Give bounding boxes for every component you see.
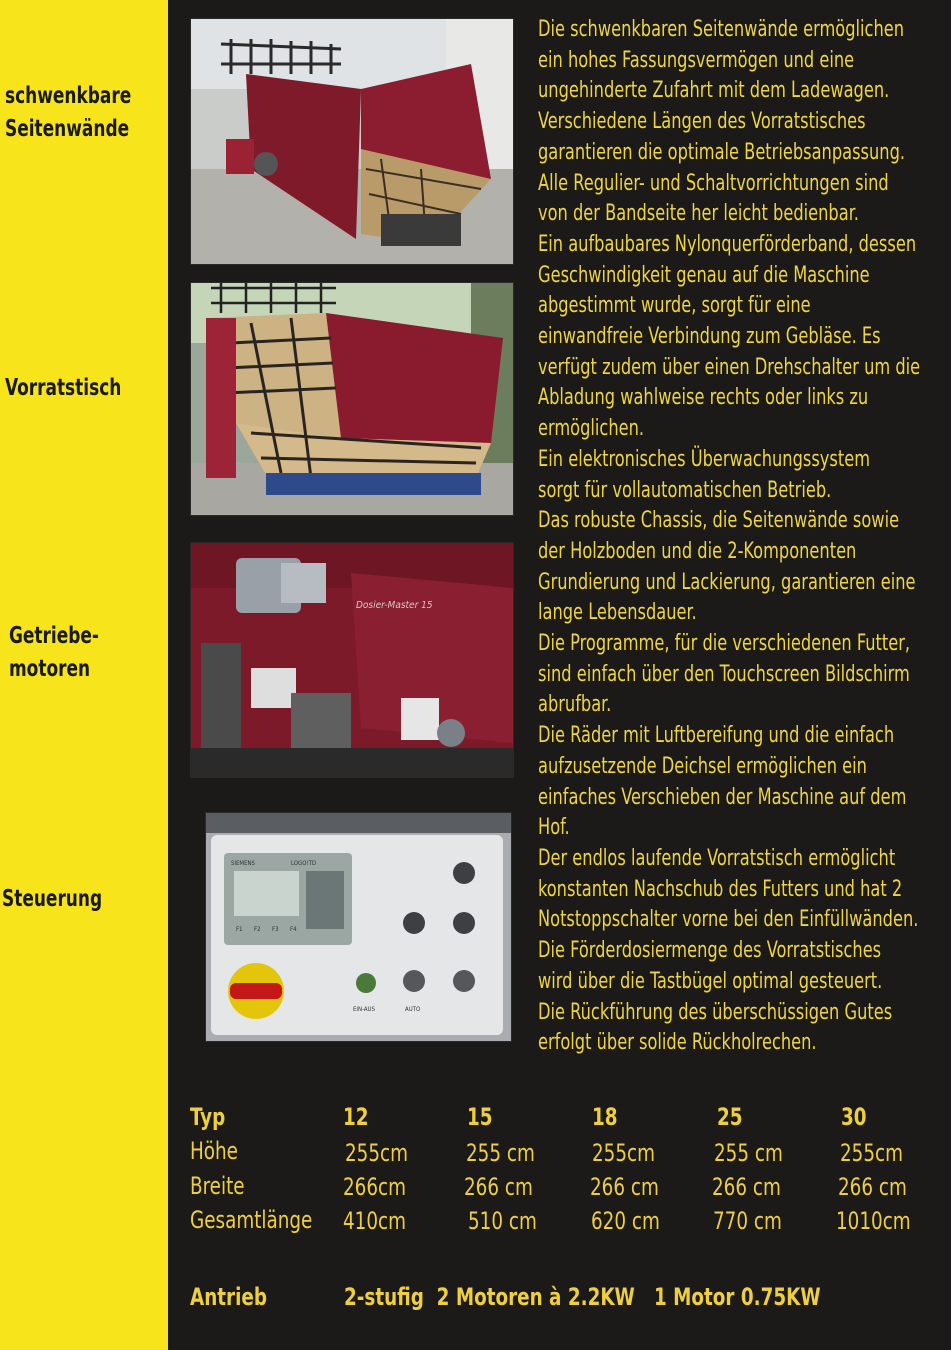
description-line: aufzusetzende Deichsel ermöglichen ein — [538, 753, 867, 779]
sidebar — [0, 0, 168, 1350]
description-line: Das robuste Chassis, die Seitenwände sowie — [538, 508, 900, 534]
panel-brand: SIEMENS — [231, 860, 255, 867]
description-line: Notstoppschalter vorne bei den Einfüllwänden. — [538, 907, 919, 933]
description-line: abrufbar. — [538, 692, 612, 718]
sidebar-label-line: Getriebe- — [9, 623, 99, 649]
spec-type-18: 18 — [592, 1103, 618, 1131]
sidebar-label-line: motoren — [9, 656, 91, 682]
description-line: von der Bandseite her leicht bedienbar. — [538, 201, 859, 227]
spec-cell: 266cm — [343, 1173, 406, 1201]
spec-cell: 255 cm — [714, 1139, 783, 1167]
description-line: ein hohes Fassungsvermögen und eine — [538, 47, 855, 73]
description-line: Ein aufbaubares Nylonquerförderband, dessen — [538, 231, 917, 257]
spec-cell: 1010cm — [836, 1207, 911, 1235]
description-line: einwandfreie Verbindung zum Gebläse. Es — [538, 324, 881, 350]
description-line: Die Rückführung des überschüssigen Gutes — [538, 999, 893, 1025]
machine-label: Dosier-Master 15 — [356, 600, 433, 611]
description-line: sorgt für vollautomatischen Betrieb. — [538, 477, 832, 503]
description-line: Die Förderdosiermenge des Vorratstisches — [538, 938, 882, 964]
button-label-auto: AUTO — [405, 1006, 421, 1013]
description-line: ermöglichen. — [538, 416, 645, 442]
description-line: wird über die Tastbügel optimal gesteuert. — [538, 968, 883, 994]
spec-cell: 266 cm — [464, 1173, 533, 1201]
description-line: Die schwenkbaren Seitenwände ermöglichen — [538, 17, 905, 42]
description-line: Die Räder mit Luftbereifung und die einfach — [538, 723, 895, 749]
description-text — [538, 15, 937, 1059]
photo-seitenwaende — [190, 18, 514, 265]
sidebar-label-line: Vorratstisch — [5, 375, 122, 401]
spec-row-label-hoehe: Höhe — [190, 1137, 238, 1165]
spec-drive-value: 2-stufig 2 Motoren à 2.2KW 1 Motor 0.75KW — [344, 1283, 821, 1311]
spec-type-30: 30 — [841, 1103, 867, 1131]
spec-cell: 255 cm — [466, 1139, 535, 1167]
description-line: konstanten Nachschub des Futters und hat 2 — [538, 876, 903, 902]
description-line: verfügt zudem über einen Drehschalter um die — [538, 354, 921, 380]
fkey-f1: F1 — [236, 926, 243, 933]
description-line: Hof. — [538, 815, 570, 841]
spec-type-12: 12 — [343, 1103, 369, 1131]
spec-drive-label: Antrieb — [190, 1283, 267, 1311]
spec-cell: 620 cm — [591, 1207, 660, 1235]
description-line: ungehinderte Zufahrt mit dem Ladewagen. — [538, 78, 890, 104]
fkey-f3: F3 — [272, 926, 279, 933]
fkey-f2: F2 — [254, 926, 261, 933]
sidebar-label-line: Seitenwände — [5, 116, 130, 142]
description-line: Der endlos laufende Vorratstisch ermöglicht — [538, 845, 896, 871]
spec-header-label: Typ — [190, 1103, 226, 1131]
spec-cell: 410cm — [343, 1207, 406, 1235]
spec-cell: 266 cm — [590, 1173, 659, 1201]
sidebar-label-line: Steuerung — [2, 886, 103, 912]
description-line: der Holzboden und die 2-Komponenten — [538, 538, 857, 564]
spec-cell: 255cm — [345, 1139, 408, 1167]
description-line: erfolgt über solide Rückholrechen. — [538, 1030, 817, 1056]
spec-type-25: 25 — [717, 1103, 743, 1131]
spec-row-label-gesamtlaenge: Gesamtlänge — [190, 1206, 313, 1234]
description-line: Geschwindigkeit genau auf die Maschine — [538, 262, 870, 288]
button-label-ein-aus: EIN-AUS — [353, 1006, 375, 1013]
description-line: einfaches Verschieben der Maschine auf dem — [538, 784, 907, 810]
spec-cell: 770 cm — [713, 1207, 782, 1235]
description-line: Alle Regulier- und Schaltvorrichtungen sind — [538, 170, 889, 196]
description-line: Abladung wahlweise rechts oder links zu — [538, 385, 869, 411]
panel-logo: LOGO!TD — [291, 860, 317, 867]
description-line: garantieren die optimale Betriebsanpassung. — [538, 139, 906, 165]
spec-type-15: 15 — [467, 1103, 493, 1131]
photo-vorratstisch — [190, 282, 514, 516]
description-line: Ein elektronisches Überwachungssystem — [538, 446, 871, 472]
sidebar-label-line: schwenkbare — [5, 83, 132, 109]
sidebar-label-vorratstisch — [5, 372, 121, 405]
spec-cell: 510 cm — [468, 1207, 537, 1235]
spec-cell: 255cm — [840, 1139, 903, 1167]
fkey-f4: F4 — [290, 926, 297, 933]
spec-cell: 266 cm — [712, 1173, 781, 1201]
spec-cell: 266 cm — [838, 1173, 907, 1201]
description-line: lange Lebensdauer. — [538, 600, 697, 626]
description-line: abgestimmt wurde, sorgt für eine — [538, 293, 811, 319]
spec-row-label-breite: Breite — [190, 1172, 245, 1200]
sidebar-label-steuerung — [2, 883, 102, 916]
description-line: sind einfach über den Touchscreen Bildschirm — [538, 661, 910, 687]
description-line: Verschiedene Längen des Vorratstisches — [538, 109, 866, 135]
description-line: Grundierung und Lackierung, garantieren eine — [538, 569, 916, 595]
photo-getriebemotoren — [190, 542, 514, 778]
sidebar-label-seitenwaende — [5, 80, 131, 146]
photo-steuerung — [205, 812, 512, 1042]
spec-cell: 255cm — [592, 1139, 655, 1167]
sidebar-label-getriebemotoren — [9, 620, 99, 686]
description-line: Die Programme, für die verschiedenen Futter, — [538, 631, 911, 657]
